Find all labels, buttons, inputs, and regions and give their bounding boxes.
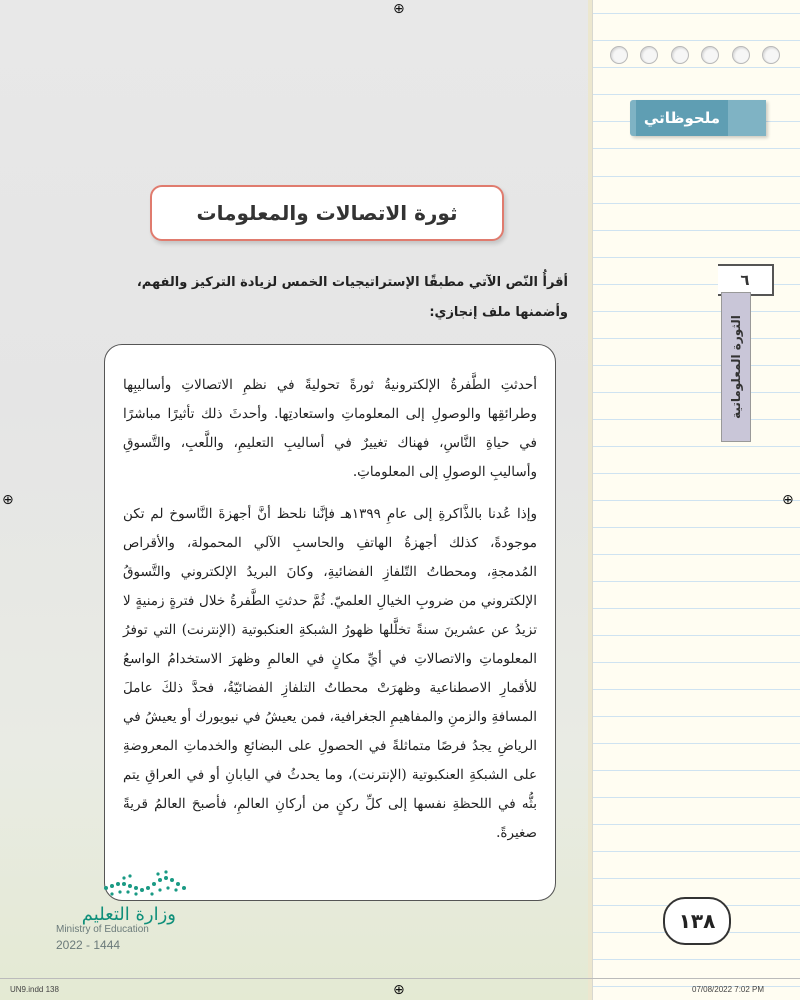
binder-hole-icon <box>701 46 719 64</box>
registration-mark-icon: ⊕ <box>393 982 405 998</box>
ministry-name-arabic: وزارة التعليم <box>81 904 176 925</box>
ministry-year: 2022 - 1444 <box>56 938 121 952</box>
ministry-logo <box>56 868 196 958</box>
binder-hole-icon <box>610 46 628 64</box>
registration-mark-icon: ⊕ <box>2 492 14 508</box>
registration-mark-icon: ⊕ <box>782 492 794 508</box>
registration-mark-icon: ⊕ <box>393 1 405 17</box>
page-number: ١٣٨ <box>663 897 731 945</box>
binder-hole-icon <box>762 46 780 64</box>
ministry-logo-icon <box>100 868 190 900</box>
instruction-text: أقرأُ النّص الآتي مطبقًا الإستراتيجيات الخمس لزيادة التركيز والفهم، وأضمنها ملف إنجازي: <box>136 275 568 320</box>
unit-title: الثورة المعلوماتية <box>729 315 743 419</box>
binder-hole-icon <box>671 46 689 64</box>
lesson-title: ثورة الاتصالات والمعلومات <box>150 185 504 241</box>
ministry-name-english: Ministry of Education <box>56 924 149 935</box>
reading-passage-box <box>104 344 556 901</box>
unit-title-strip <box>721 292 751 442</box>
binder-hole-icon <box>640 46 658 64</box>
notes-notebook <box>592 0 800 1000</box>
binder-hole-icon <box>732 46 750 64</box>
notes-tab-label: ملحوظاتي <box>636 100 728 136</box>
notes-tab <box>630 100 766 136</box>
passage-paragraph-2: وإذا عُدنا بالذَّاكرةِ إلى عامِ ١٣٩٩هـ فإنَّنا نلحظ أنَّ أجهزةَ النَّاسوخ لم تكن موجودةً، كذلك أجهزةُ الهاتفِ والحاسبِ الآلي المحمولة، والأقراص المُدمجةِ، ومحطاتُ التّلفازِ الفضائيةِ، وكانَ البريدُ الإلكتروني والتَّسوقُ الإلكتروني من ضروبِ الخيالِ العلميّ. ثُمَّ حدثتِ الطَّفرةُ خلال فترةٍ زمنيةٍ لا تزيدُ عن عشرينَ سنةً تخلَّلها ظهورُ الشبكةِ العنكبوتية (الإنترنت) التي توفرُ المعلوماتِ والاتصالاتِ في أيِّ مكانٍ في العالمِ وظهرَ الاستخدامُ الواسعُ للأقمارِ الاصطناعية وظهرَتْ محطاتُ التلفازِ الفضائيّةُ، فحدَّ ذلكَ عاملَ المسافةِ والزمنِ والمفاهيمِ الجغرافية، فمن يعيشُ في نيويورك أو يعيشُ في الرياضِ يجدُ فرصًا متماثلةً في الحصولِ على البضائعِ والخدماتِ المعروضةِ على الشبكةِ العنكبوتية (الإنترنت)، وما يحدثُ في اليابانِ أو في العراقِ يتم بثُّه في اللحظةِ نفسها إلى كلِّ ركنٍ من أركانِ العالمِ، فأصبحَ العالمُ قريةً صغيرةً. <box>123 506 537 841</box>
binder-holes <box>610 46 780 66</box>
passage-paragraph-1: أحدثتِ الطَّفرةُ الإلكترونيةُ ثورةً تحوليةً في نظمِ الاتصالاتِ وأساليبِها وطرائقِها والوصولِ إلى المعلوماتِ واستعادتِها. وأحدثَ ذلك تأثيرًا مباشرًا في حياةِ النَّاسِ، فهناك تغييرٌ في أساليبِ التعليمِ، واللَّعبِ، والتَّسوقِ وأساليبِ الوصولِ إلى المعلوماتِ. <box>123 377 537 480</box>
footer-filename: UN9.indd 138 <box>10 985 59 994</box>
trim-line <box>0 978 800 979</box>
footer-timestamp: 07/08/2022 7:02 PM <box>692 985 765 994</box>
unit-number: ٦ <box>740 271 750 289</box>
